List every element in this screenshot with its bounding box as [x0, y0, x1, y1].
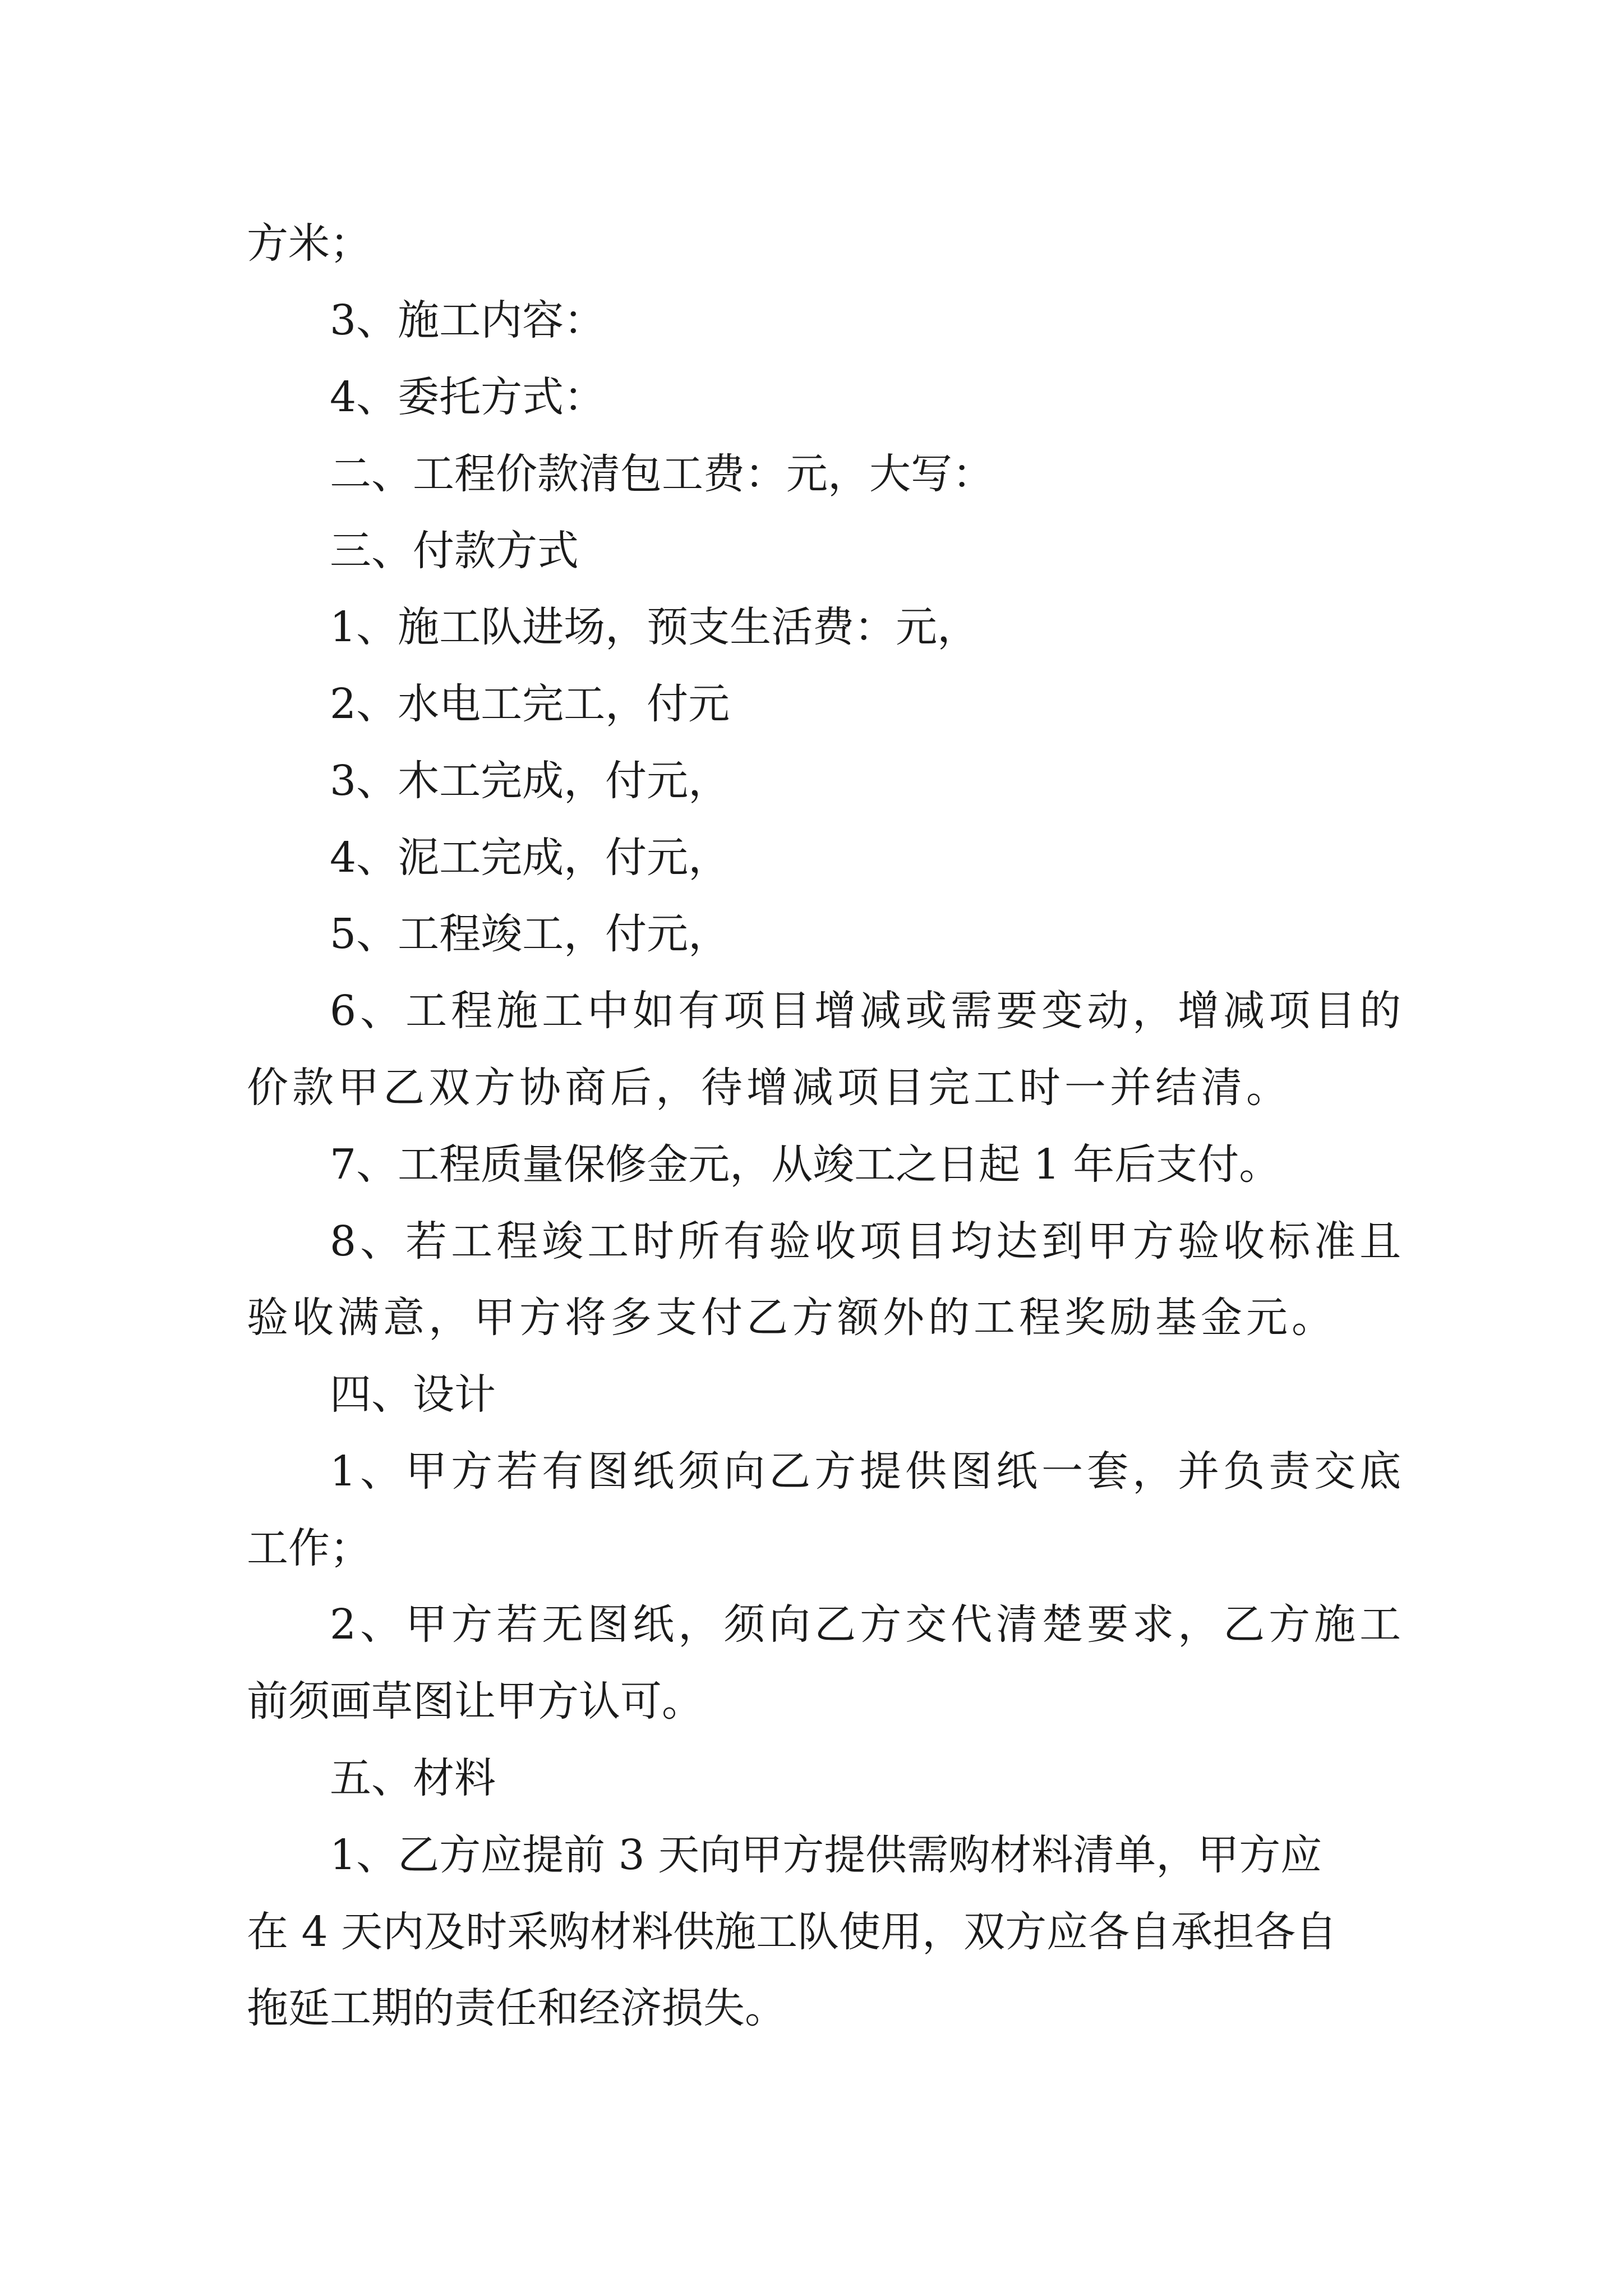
text-line: 2、水电工完工，付元	[330, 680, 730, 728]
text-line: 价款甲乙双方协商后，待增减项目完工时一并结清。	[247, 1064, 1292, 1112]
text-line: 1、甲方若有图纸须向乙方提供图纸一套，并负责交底	[330, 1447, 1405, 1496]
text-line: 前须画草图让甲方认可。	[247, 1677, 703, 1726]
text-line: 验收满意，甲方将多支付乙方额外的工程奖励基金元。	[247, 1294, 1337, 1342]
text-line: 4、委托方式：	[330, 373, 606, 421]
text-line: 5、工程竣工，付元，	[330, 910, 730, 958]
text-line: 工作；	[247, 1524, 371, 1572]
section-heading: 四、设计	[330, 1370, 496, 1419]
text-line: 6、工程施工中如有项目增减或需要变动，增减项目的	[330, 987, 1405, 1035]
text-line: 4、泥工完成，付元，	[330, 834, 730, 882]
text-line: 8、若工程竣工时所有验收项目均达到甲方验收标准且	[330, 1217, 1405, 1266]
section-heading: 三、付款方式	[330, 527, 579, 575]
text-line: 拖延工期的责任和经济损失。	[247, 1984, 786, 2032]
text-line: 1、施工队进场，预支生活费：元，	[330, 603, 979, 651]
text-line: 1、乙方应提前 3 天向甲方提供需购材料清单，甲方应	[330, 1831, 1322, 1879]
text-line: 3、施工内容：	[330, 296, 606, 344]
text-line: 在 4 天内及时采购材料供施工队使用，双方应各自承担各自	[247, 1908, 1338, 1956]
section-heading: 二、工程价款清包工费：元，大写：	[330, 450, 994, 498]
text-line: 2、甲方若无图纸，须向乙方交代清楚要求，乙方施工	[330, 1600, 1405, 1649]
section-heading: 五、材料	[330, 1754, 496, 1802]
text-line: 3、木工完成，付元，	[330, 757, 730, 805]
text-line: 方米；	[247, 219, 371, 268]
text-line: 7、工程质量保修金元，从竣工之日起 1 年后支付。	[330, 1140, 1281, 1189]
